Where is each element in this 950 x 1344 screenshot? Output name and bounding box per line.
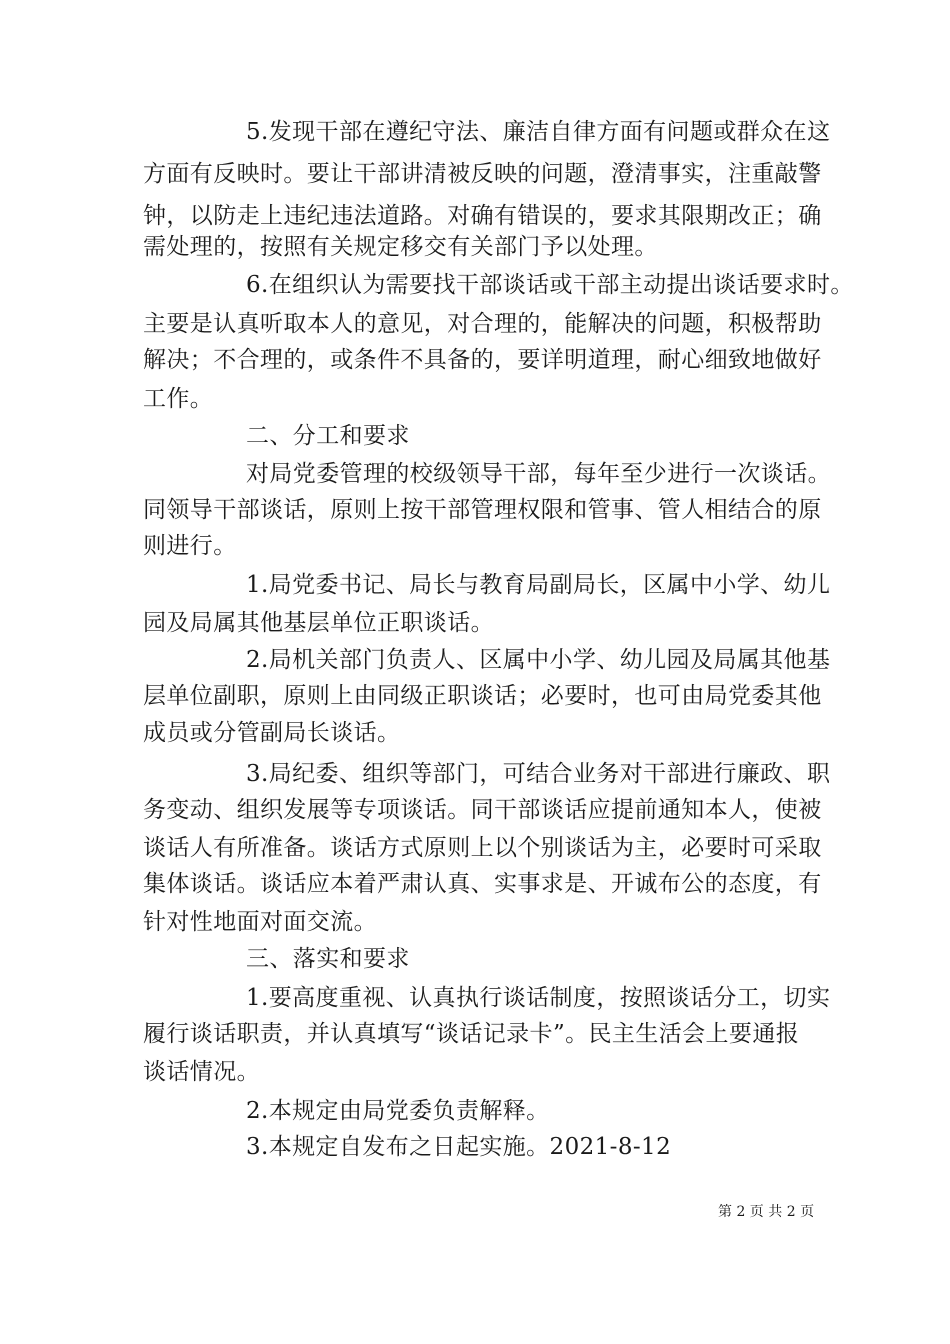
paragraph-line: 3.本规定自发布之日起实施。2021-8-12 <box>246 1134 672 1160</box>
section-heading: 三、落实和要求 <box>246 946 410 972</box>
paragraph-line: 5.发现干部在遵纪守法、廉洁自律方面有问题或群众在这 <box>246 119 831 145</box>
paragraph-line: 3.局纪委、组织等部门，可结合业务对干部进行廉政、职 <box>246 761 831 787</box>
paragraph-line: 1.要高度重视、认真执行谈话制度，按照谈话分工，切实 <box>246 985 831 1011</box>
paragraph-line: 集体谈话。谈话应本着严肃认真、实事求是、开诚布公的态度，有 <box>143 871 822 897</box>
paragraph-line: 则进行。 <box>143 533 237 559</box>
paragraph-line: 工作。 <box>143 386 214 412</box>
paragraph-line: 主要是认真听取本人的意见，对合理的，能解决的问题，积极帮助 <box>143 311 822 337</box>
paragraph-line: 针对性地面对面交流。 <box>143 909 377 935</box>
paragraph-line: 6.在组织认为需要找干部谈话或干部主动提出谈话要求时。 <box>246 272 854 298</box>
paragraph-line: 谈话情况。 <box>143 1059 260 1085</box>
paragraph-line: 园及局属其他基层单位正职谈话。 <box>143 610 494 636</box>
paragraph-line: 履行谈话职责，并认真填写“谈话记录卡”。民主生活会上要通报 <box>143 1021 800 1047</box>
paragraph-line: 需处理的，按照有关规定移交有关部门予以处理。 <box>143 234 658 260</box>
paragraph-line: 层单位副职，原则上由同级正职谈话；必要时，也可由局党委其他 <box>143 683 822 709</box>
paragraph-line: 务变动、组织发展等专项谈话。同干部谈话应提前通知本人，使被 <box>143 797 822 823</box>
page-number: 第 2 页 共 2 页 <box>718 1204 815 1220</box>
section-heading: 二、分工和要求 <box>246 423 410 449</box>
paragraph-line: 2.本规定由局党委负责解释。 <box>246 1098 550 1124</box>
paragraph-line: 钟，以防走上违纪违法道路。对确有错误的，要求其限期改正；确 <box>143 203 822 229</box>
paragraph-line: 同领导干部谈话，原则上按干部管理权限和管事、管人相结合的原 <box>143 497 822 523</box>
paragraph-line: 解决；不合理的，或条件不具备的，要详明道理，耐心细致地做好 <box>143 347 822 373</box>
paragraph-line: 谈话人有所准备。谈话方式原则上以个别谈话为主，必要时可采取 <box>143 835 822 861</box>
paragraph-line: 1.局党委书记、局长与教育局副局长，区属中小学、幼儿 <box>246 572 831 598</box>
paragraph-line: 对局党委管理的校级领导干部，每年至少进行一次谈话。 <box>246 461 831 487</box>
paragraph-line: 2.局机关部门负责人、区属中小学、幼儿园及局属其他基 <box>246 647 831 673</box>
paragraph-line: 方面有反映时。要让干部讲清被反映的问题，澄清事实，注重敲警 <box>143 161 822 187</box>
paragraph-line: 成员或分管副局长谈话。 <box>143 720 401 746</box>
